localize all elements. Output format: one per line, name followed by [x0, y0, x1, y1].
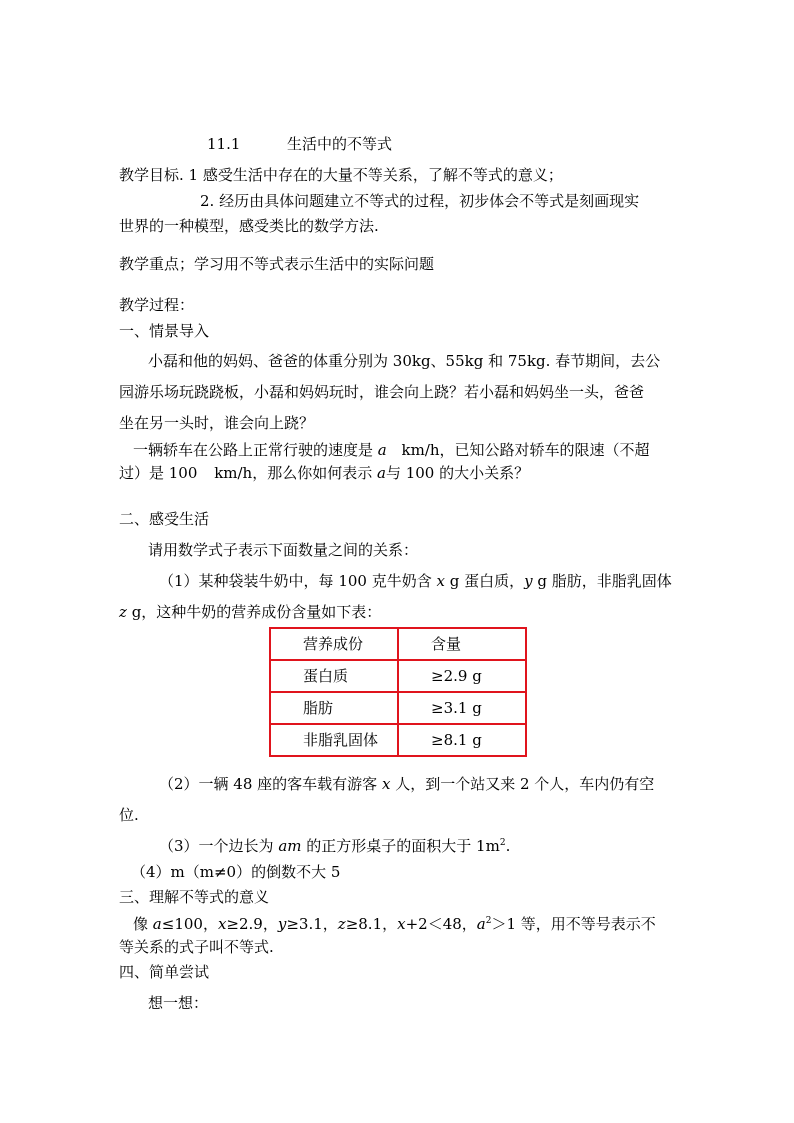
table-header-row — [270, 628, 526, 660]
question-1-line-2: z g，这种牛奶的营养成份含量如下表： — [119, 603, 382, 621]
question-3: （3）一个边长为 am 的正方形桌子的面积大于 $1m^2$. — [159, 837, 511, 855]
section-1-heading: 一、情景导入 — [119, 322, 210, 340]
table-row — [270, 724, 526, 756]
variable-a: a — [377, 441, 387, 459]
question-1-line-1: （1）某种袋装牛奶中，每 100 克牛奶含 x g 蛋白质，y g 脂肪，非脂乳固体 — [159, 572, 672, 590]
inequality-examples-line-2: 等关系的式子叫不等式. — [119, 938, 274, 956]
process-label: 教学过程： — [119, 296, 195, 314]
inequality-examples-line-1: 像 a≤100，x≥2.9，y≥3.1，z≥8.1，x+2＜48，$a^2>1$ 等，用不等号表示不 — [133, 915, 656, 933]
variable-z: z — [119, 603, 127, 621]
table-cell: 蛋白质 — [270, 660, 398, 692]
table-row — [270, 692, 526, 724]
section-number: 11.1 — [207, 135, 241, 153]
objective-line-2: 2. 经历由具体问题建立不等式的过程，初步体会不等式是刻画现实 — [200, 192, 640, 210]
question-2-line-1: （2）一辆 48 座的客车载有游客 x 人，到一个站又来 2 个人，车内仍有空 — [159, 775, 655, 793]
paragraph-car-line-1: 一辆轿车在公路上正常行驶的速度是 a km/h，已知公路对轿车的限速（不超 — [133, 441, 650, 459]
section-2-heading: 二、感受生活 — [119, 510, 210, 528]
paragraph-car-line-2: 过）是 100 km/h，那么你如何表示 a与 100 的大小关系？ — [119, 464, 530, 482]
paragraph-seesaw-line-1: 小磊和他的妈妈、爸爸的体重分别为 30kg、55kg 和 75kg. 春节期间，去公 — [148, 352, 661, 370]
table-header-cell: 含量 — [398, 628, 526, 660]
section-4-heading: 四、简单尝试 — [119, 963, 210, 981]
key-point: 教学重点；学习用不等式表示生活中的实际问题 — [119, 255, 435, 273]
table-cell: ≥2.9 g — [398, 660, 526, 692]
objective-line-1: 教学目标. 1 感受生活中存在的大量不等关系，了解不等式的意义； — [119, 166, 563, 184]
variable-am: am — [278, 837, 302, 855]
section-3-heading: 三、理解不等式的意义 — [119, 888, 270, 906]
paragraph-seesaw-line-2: 园游乐场玩跷跷板，小磊和妈妈玩时，谁会向上跷？若小磊和妈妈坐一头，爸爸 — [119, 383, 645, 401]
nutrition-table — [269, 627, 527, 757]
think-prompt: 想一想： — [148, 994, 209, 1012]
table-row — [270, 660, 526, 692]
question-4: （4）m（m≠0）的倒数不大 5 — [131, 863, 341, 881]
page-title: 生活中的不等式 — [287, 135, 393, 153]
question-2-line-2: 位. — [119, 806, 139, 824]
variable-x: x — [381, 775, 391, 793]
variable-a: a — [377, 464, 386, 482]
table-header-cell: 营养成份 — [270, 628, 398, 660]
paragraph-seesaw-line-3: 坐在另一头时，谁会向上跷？ — [119, 414, 315, 432]
table-cell: ≥3.1 g — [398, 692, 526, 724]
section-2-intro: 请用数学式子表示下面数量之间的关系： — [148, 541, 419, 559]
variable-y: y — [524, 572, 533, 590]
table-cell: 脂肪 — [270, 692, 398, 724]
objective-line-3: 世界的一种模型，感受类比的数学方法. — [119, 217, 379, 235]
variable-x: x — [436, 572, 445, 590]
table-cell: 非脂乳固体 — [270, 724, 398, 756]
table-cell: ≥8.1 g — [398, 724, 526, 756]
